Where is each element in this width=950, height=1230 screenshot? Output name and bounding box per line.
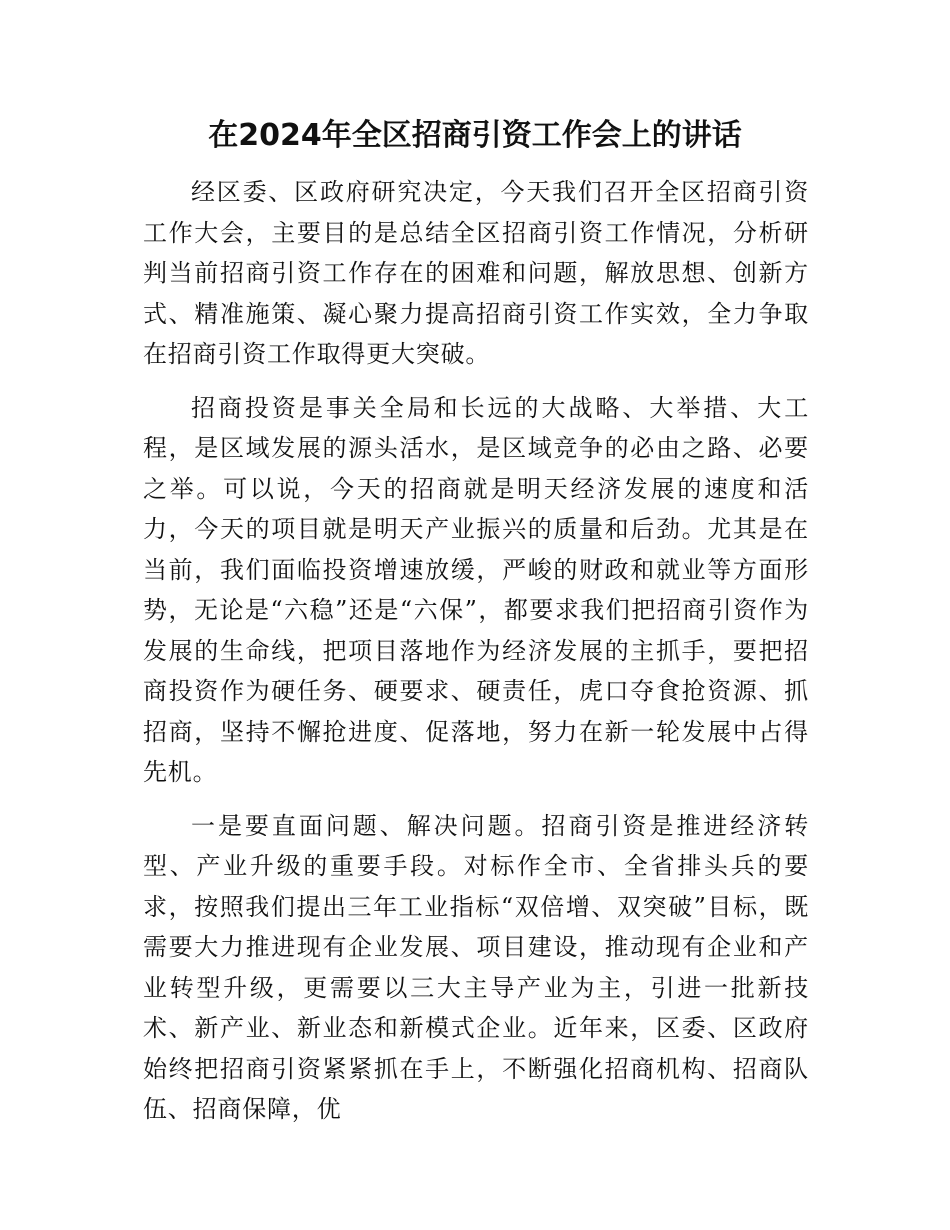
paragraph-intro: 经区委、区政府研究决定，今天我们召开全区招商引资工作大会，主要目的是总结全区招商引资工作情况，分析研判当前招商引资工作存在的困难和问题，解放思想、创新方式、精准施策、凝心聚力提高招商引资工作实效，全力争取在招商引资工作取得更大突破。: [143, 178, 809, 368]
document-body: [143, 172, 809, 1143]
paragraph-importance: 招商投资是事关全局和长远的大战略、大举措、大工程，是区域发展的源头活水，是区域竞争的必由之路、必要之举。可以说，今天的招商就是明天经济发展的速度和活力，今天的项目就是明天产业振兴的质量和后劲。尤其是在当前，我们面临投资增速放缓，严峻的财政和就业等方面形势，无论是“六稳”还是“六保”，都要求我们把招商引资作为发展的生命线，把项目落地作为经济发展的主抓手，要把招商投资作为硬任务、硬要求、硬责任，虎口夺食抢资源、抓招商，坚持不懈抢进度、促落地，努力在新一轮发展中占得先机。: [143, 393, 809, 786]
paragraph-point-one: 一是要直面问题、解决问题。招商引资是推进经济转型、产业升级的重要手段。对标作全市、全省排头兵的要求，按照我们提出三年工业指标“双倍增、双突破”目标，既需要大力推进现有企业发展、项目建设，推动现有企业和产业转型升级，更需要以三大主导产业为主，引进一批新技术、新产业、新业态和新模式企业。近年来，区委、区政府始终把招商引资紧紧抓在手上，不断强化招商机构、招商队伍、招商保障，优: [143, 811, 809, 1123]
document-title: 在2024年全区招商引资工作会上的讲话: [208, 118, 742, 153]
